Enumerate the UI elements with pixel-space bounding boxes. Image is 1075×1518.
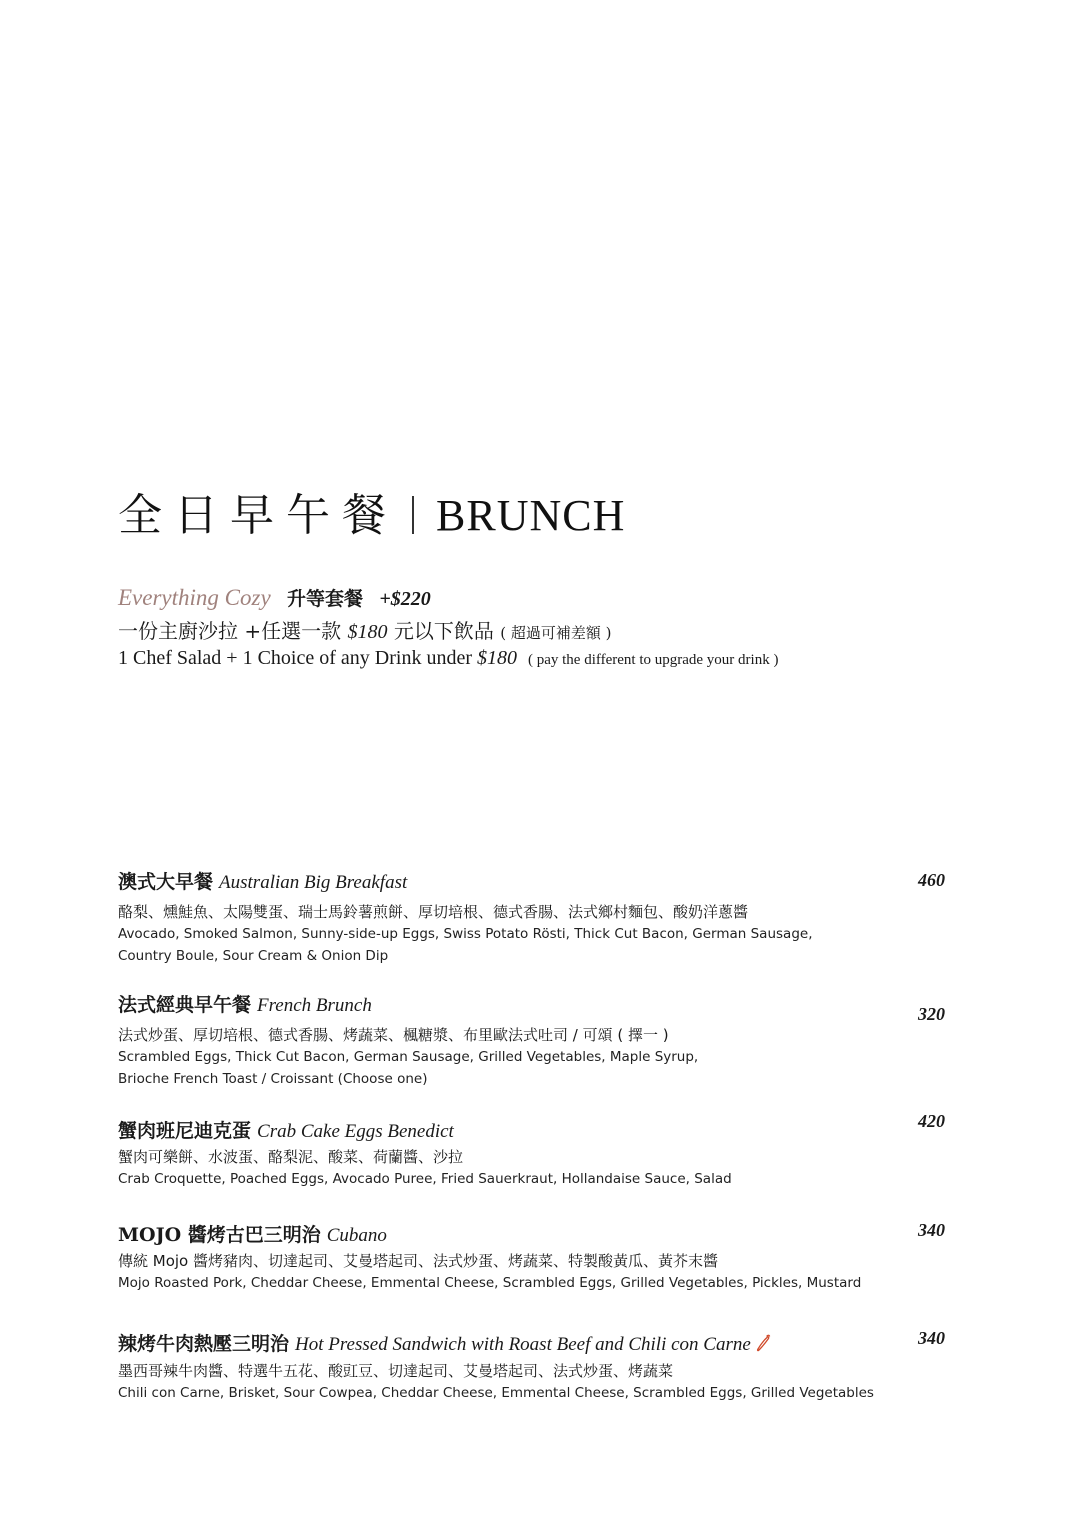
- menu-item-name-en: Cubano: [326, 1225, 387, 1246]
- menu-item-name: [118, 1119, 958, 1144]
- menu-item-desc-zh: 墨西哥辣牛肉醬、特選牛五花、酸豇豆、切達起司、艾曼塔起司、法式炒蛋、烤蔬菜: [118, 1362, 674, 1380]
- menu-item-name-en: Australian Big Breakfast: [219, 872, 408, 893]
- menu-item-desc-zh: 傳統 Mojo 醬烤豬肉、切達起司、艾曼塔起司、法式炒蛋、烤蔬菜、特製酸黃瓜、黃芥末醬: [118, 1252, 719, 1270]
- menu-item-desc-en: [118, 1046, 958, 1090]
- upgrade-desc-en-note: ( pay the different to upgrade your drink ): [527, 652, 779, 668]
- menu-item-name-zh: 辣烤牛肉熱壓三明治: [118, 1333, 290, 1355]
- menu-item-price: 340: [918, 1328, 945, 1348]
- upgrade-desc-zh: [118, 618, 938, 646]
- title-divider: [412, 496, 414, 534]
- upgrade-package-label: 升等套餐: [287, 588, 364, 610]
- upgrade-desc-zh-price: $180: [347, 621, 388, 643]
- menu-item-name: [118, 870, 958, 895]
- menu-item-desc-en-line1: Avocado, Smoked Salmon, Sunny-side-up Eggs, Swiss Potato Rösti, Thick Cut Bacon, German Sausage,: [118, 926, 813, 942]
- menu-item-desc-en-line1: Scrambled Eggs, Thick Cut Bacon, German Sausage, Grilled Vegetables, Maple Syrup,: [118, 1049, 699, 1065]
- menu-item: [118, 1332, 958, 1404]
- menu-item-desc-zh: 法式炒蛋、厚切培根、德式香腸、烤蔬菜、楓糖漿、布里歐法式吐司 / 可頌 ( 擇一 ): [118, 1026, 669, 1044]
- chili-pepper-icon: [755, 1334, 771, 1358]
- menu-item-name-zh: 法式經典早午餐: [118, 994, 252, 1016]
- menu-item: [118, 993, 958, 1090]
- menu-item-name-en: Hot Pressed Sandwich with Roast Beef and Chili con Carne: [295, 1334, 751, 1355]
- upgrade-price: +$220: [379, 588, 431, 610]
- menu-item-name: [118, 1223, 958, 1248]
- title-en: BRUNCH: [436, 491, 626, 540]
- upgrade-desc-en-part1: 1 Chef Salad + 1 Choice of any Drink under: [118, 647, 472, 669]
- upgrade-desc-en: [118, 646, 938, 672]
- upgrade-offer: [118, 585, 938, 672]
- menu-item-price: 340: [918, 1220, 945, 1240]
- menu-item-desc-en-line1: Crab Croquette, Poached Eggs, Avocado Puree, Fried Sauerkraut, Hollandaise Sauce, Salad: [118, 1171, 732, 1187]
- menu-item-name-en: French Brunch: [257, 995, 372, 1016]
- menu-item: [118, 1223, 958, 1294]
- menu-item-desc-en: [118, 1272, 958, 1294]
- upgrade-desc-zh-part1: 一份主廚沙拉 +任選一款: [118, 619, 342, 643]
- upgrade-desc-zh-note: ( 超過可補差額 ): [500, 624, 612, 642]
- menu-item-price: 420: [918, 1111, 945, 1131]
- menu-item-name-zh: 蟹肉班尼迪克蛋: [118, 1120, 252, 1142]
- menu-item-name-zh: MOJO 醬烤古巴三明治: [118, 1224, 321, 1246]
- menu-item-desc-en-line2: Brioche French Toast / Croissant (Choose one): [118, 1071, 428, 1087]
- page-title: [118, 492, 625, 540]
- menu-item-desc-en-line1: Mojo Roasted Pork, Cheddar Cheese, Emmental Cheese, Scrambled Eggs, Grilled Vegetables, Pickles, Mustard: [118, 1275, 862, 1291]
- menu-item-name-zh: 澳式大早餐: [118, 871, 214, 893]
- menu-item-name: [118, 993, 958, 1018]
- menu-item-name: [118, 1332, 958, 1358]
- menu-item-desc-en: [118, 1168, 958, 1190]
- title-zh: 全日早午餐: [118, 490, 398, 541]
- menu-item-price: 320: [918, 1004, 945, 1024]
- menu-item: [118, 1119, 958, 1190]
- menu-item-name-en: Crab Cake Eggs Benedict: [257, 1121, 454, 1142]
- upgrade-desc-zh-part2: 元以下飲品: [393, 619, 494, 643]
- menu-item: [118, 870, 958, 967]
- menu-item-desc-en-line2: Country Boule, Sour Cream & Onion Dip: [118, 948, 389, 964]
- menu-item-desc-en: [118, 1382, 958, 1404]
- menu-item-desc-zh: 酪梨、燻鮭魚、太陽雙蛋、瑞士馬鈴薯煎餅、厚切培根、德式香腸、法式鄉村麵包、酸奶洋蔥醬: [118, 903, 749, 921]
- menu-item-price: 460: [918, 870, 945, 890]
- menu-item-desc-en-line1: Chili con Carne, Brisket, Sour Cowpea, Cheddar Cheese, Emmental Cheese, Scrambled Eggs, Grilled Vegetables: [118, 1385, 874, 1401]
- menu-item-desc-zh: 蟹肉可樂餅、水波蛋、酪梨泥、酸菜、荷蘭醬、沙拉: [118, 1148, 464, 1166]
- upgrade-name: Everything Cozy: [118, 585, 271, 610]
- menu-item-desc-en: [118, 923, 958, 967]
- upgrade-desc-en-price: $180: [476, 647, 517, 669]
- upgrade-header: [118, 585, 938, 612]
